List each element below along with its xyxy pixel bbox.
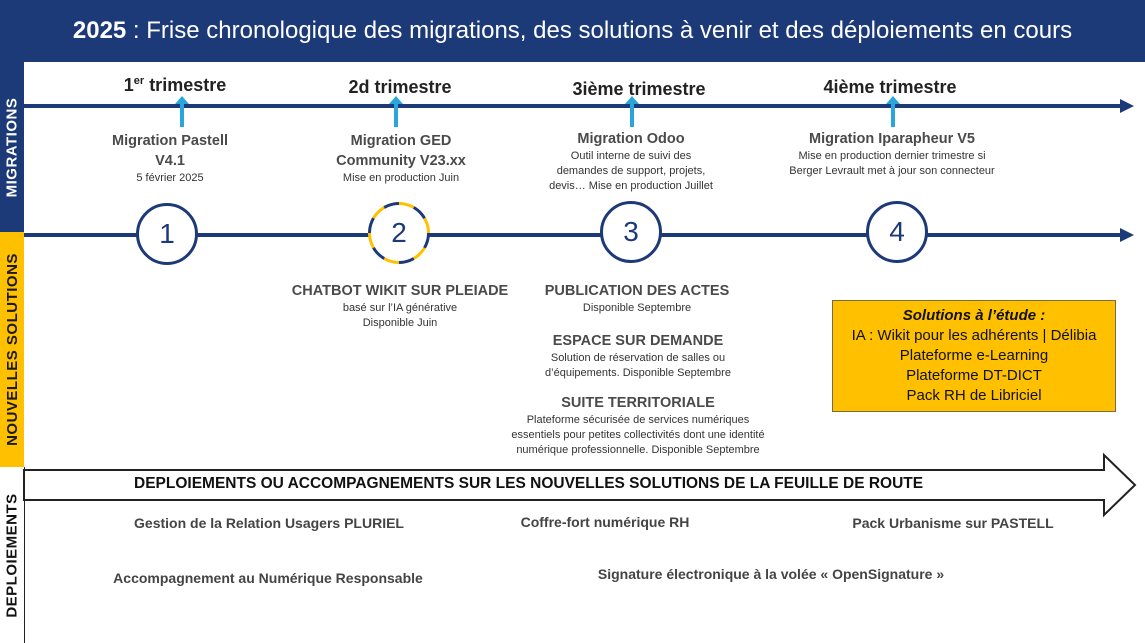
milestone-circle-4: 4 bbox=[866, 201, 928, 263]
study-item: Pack RH de Libriciel bbox=[906, 387, 1042, 404]
quarter-2-tick bbox=[394, 103, 398, 127]
migration-detail: 5 février 2025 bbox=[136, 172, 204, 184]
quarter-1-label: 1er trimestre bbox=[123, 75, 227, 95]
solution-detail-3: numérique professionnelle. Disponible Septembre bbox=[516, 444, 760, 456]
migration-title: Migration Pastell bbox=[111, 133, 229, 149]
solution-detail-2: d’équipements. Disponible Septembre bbox=[545, 367, 731, 379]
solution-publication-actes bbox=[545, 281, 729, 316]
solution-title: PUBLICATION DES ACTES bbox=[544, 283, 730, 299]
deploiement-item: Pack Urbanisme sur PASTELL bbox=[852, 515, 1054, 531]
solution-detail: basé sur l’IA générative bbox=[342, 302, 458, 314]
study-item: Plateforme DT-DICT bbox=[906, 367, 1042, 384]
quarter-3-label: 3ième trimestre bbox=[572, 79, 706, 99]
band-solutions-label: NOUVELLES SOLUTIONS bbox=[3, 253, 21, 446]
solution-chatbot bbox=[292, 281, 508, 331]
study-item: IA : Wikit pour les adhérents | Délibia bbox=[851, 327, 1097, 344]
quarter-4-tick bbox=[891, 103, 895, 127]
migration-title: Migration Odoo bbox=[577, 131, 685, 147]
migration-detail: Mise en production dernier trimestre si bbox=[798, 150, 986, 162]
milestone-circle-2 bbox=[368, 202, 430, 264]
title-text: : Frise chronologique des migrations, des solutions à venir et des déploiements en cours bbox=[126, 17, 1073, 44]
solution-detail: Plateforme sécurisée de services numériques bbox=[526, 414, 750, 426]
quarter-4-label: 4ième trimestre bbox=[823, 77, 957, 97]
solution-title: SUITE TERRITORIALE bbox=[561, 395, 715, 411]
deploiement-item: Coffre-fort numérique RH bbox=[520, 514, 690, 530]
title-year: 2025 bbox=[72, 17, 127, 44]
solution-detail-2: Disponible Juin bbox=[362, 317, 438, 329]
milestone-circle-2-number: 2 bbox=[371, 205, 427, 261]
migration-title: Migration GED bbox=[350, 133, 452, 149]
milestone-circle-1: 1 bbox=[136, 203, 198, 265]
migration-odoo bbox=[549, 129, 713, 194]
solution-title: ESPACE SUR DEMANDE bbox=[552, 333, 724, 349]
milestone-circle-3: 3 bbox=[600, 201, 662, 263]
deploiements-banner: DEPLOIEMENTS OU ACCOMPAGNEMENTS SUR LES NOUVELLES SOLUTIONS DE LA FEUILLE DE ROUTE bbox=[134, 475, 924, 492]
solution-suite-territoriale bbox=[511, 393, 764, 458]
migration-detail-2: Berger Levrault met à jour son connecteur bbox=[789, 165, 995, 177]
solution-title: CHATBOT WIKIT SUR PLEIADE bbox=[291, 283, 509, 299]
solution-espace-demande bbox=[545, 331, 731, 381]
migration-title: Migration Iparapheur V5 bbox=[809, 131, 975, 147]
migration-detail-2: demandes de support, projets, bbox=[556, 165, 706, 177]
migration-ged bbox=[336, 131, 466, 186]
top-timeline-arrowhead bbox=[1120, 99, 1134, 113]
migration-detail: Mise en production Juin bbox=[342, 172, 460, 184]
quarter-1-tick bbox=[180, 103, 184, 127]
deploiement-item: Signature électronique à la volée « OpenSignature » bbox=[597, 566, 945, 582]
band-migrations-label: MIGRATIONS bbox=[3, 97, 21, 197]
study-title: Solutions à l’étude : bbox=[902, 307, 1046, 324]
deploiement-item: Gestion de la Relation Usagers PLURIEL bbox=[134, 515, 404, 531]
migration-detail: Outil interne de suivi des bbox=[570, 150, 692, 162]
deploiement-item: Accompagnement au Numérique Responsable bbox=[113, 570, 423, 586]
quarter-2-label: 2d trimestre bbox=[348, 77, 452, 97]
solution-detail-2: essentiels pour petites collectivités dont une identité bbox=[511, 429, 765, 441]
solution-detail: Solution de réservation de salles ou bbox=[550, 352, 726, 364]
migration-pastell bbox=[112, 131, 228, 186]
migration-detail-3: devis… Mise en production Juillet bbox=[549, 180, 713, 192]
quarter-3-tick bbox=[630, 103, 634, 127]
migration-title-2: Community V23.xx bbox=[336, 153, 466, 169]
migration-iparapheur bbox=[789, 129, 994, 179]
solutions-study-box bbox=[832, 300, 1116, 412]
migration-title-2: V4.1 bbox=[155, 153, 185, 169]
study-item: Plateforme e-Learning bbox=[899, 347, 1049, 364]
solution-detail: Disponible Septembre bbox=[582, 302, 692, 314]
main-timeline-arrowhead bbox=[1120, 228, 1134, 242]
band-deploiements-label: DEPLOIEMENTS bbox=[3, 492, 21, 618]
